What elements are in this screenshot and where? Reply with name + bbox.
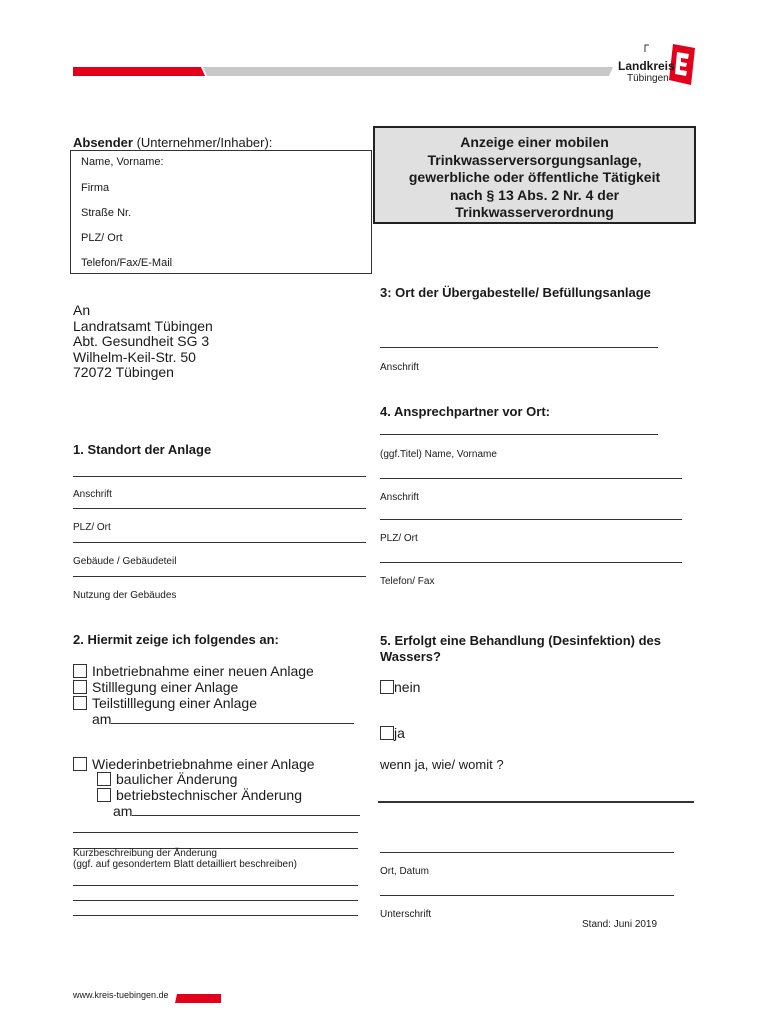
section1-address-line[interactable] — [73, 476, 366, 477]
option-no-treatment[interactable] — [380, 679, 420, 695]
title-line-3: gewerbliche oder öffentliche Tätigkeit — [408, 169, 661, 185]
checkbox-new-installation[interactable] — [73, 664, 87, 678]
sender-field-contact: Telefon/Fax/E-Mail — [81, 257, 173, 269]
title-line-5: Trinkwasserverordnung — [455, 204, 614, 220]
section1-building-label: Gebäude / Gebäudeteil — [73, 556, 177, 567]
section3-heading: 3: Ort der Übergabestelle/ Befüllungsanlage — [380, 285, 651, 300]
section5-heading-line-1: 5. Erfolgt eine Behandlung (Desinfektion) des — [380, 633, 661, 648]
sender-title — [73, 135, 272, 150]
decommission-date-field[interactable] — [111, 711, 354, 724]
recommission-date-label: am — [113, 803, 133, 819]
option-recommission[interactable] — [73, 756, 315, 772]
option-decommission[interactable] — [73, 679, 238, 695]
option-partial-decommission[interactable] — [73, 695, 257, 711]
title-line-2: Trinkwasserversorgungsanlage, — [427, 151, 642, 168]
section4-address-line[interactable] — [380, 478, 682, 479]
section4-name-label: (ggf.Titel) Name, Vorname — [380, 449, 497, 460]
title-line-4: nach § 13 Abs. 2 Nr. 4 der — [449, 186, 620, 203]
section1-city-label: PLZ/ Ort — [73, 522, 111, 533]
option-structural-change[interactable] — [97, 771, 237, 787]
recommission-date-row — [113, 803, 360, 819]
recipient-line-2: Landratsamt Tübingen — [73, 317, 213, 334]
place-date-label: Ort, Datum — [380, 866, 429, 877]
option-new-installation-label: Inbetriebnahme einer neuen Anlage — [92, 663, 314, 679]
option-recommission-label: Wiederinbetriebnahme einer Anlage — [92, 756, 315, 772]
checkbox-yes-treatment[interactable] — [380, 726, 394, 740]
section4-address-label: Anschrift — [380, 492, 419, 503]
section2-heading: 2. Hiermit zeige ich folgendes an: — [73, 632, 279, 647]
recommission-date-field[interactable] — [132, 803, 360, 816]
section1-address-label: Anschrift — [73, 489, 112, 500]
section3-address-line[interactable] — [380, 347, 658, 348]
checkbox-operational-change[interactable] — [97, 788, 111, 802]
logo-text-line1: Landkreis — [618, 59, 675, 73]
section4-city-line[interactable] — [380, 519, 682, 520]
description-line-5[interactable] — [73, 915, 358, 916]
section1-building-line[interactable] — [73, 542, 366, 543]
header-bar — [73, 63, 613, 72]
version-note: Stand: Juni 2019 — [582, 919, 658, 930]
checkbox-structural-change[interactable] — [97, 772, 111, 786]
section1-usage-line[interactable] — [73, 576, 366, 577]
sender-field-company: Firma — [81, 182, 110, 194]
section1-heading: 1. Standort der Anlage — [73, 442, 212, 457]
short-description-label-2: (ggf. auf gesondertem Blatt detailliert beschreiben) — [73, 858, 298, 870]
title-box-text — [375, 134, 694, 222]
sender-title-rest: (Unternehmer/Inhaber): — [132, 135, 273, 150]
recipient-line-1: An — [73, 302, 91, 318]
option-operational-change-label: betriebstechnischer Änderung — [116, 787, 303, 803]
treatment-method-line[interactable] — [378, 801, 694, 803]
description-line-3[interactable] — [73, 885, 358, 886]
place-date-line[interactable] — [380, 852, 674, 853]
recipient-line-3: Abt. Gesundheit SG 3 — [73, 333, 210, 349]
section4-phone-label: Telefon/ Fax — [380, 576, 435, 587]
option-operational-change[interactable] — [97, 787, 302, 803]
title-line-1: Anzeige einer mobilen — [460, 134, 609, 150]
checkbox-no-treatment[interactable] — [380, 680, 394, 694]
option-partial-decommission-label: Teilstilllegung einer Anlage — [92, 695, 257, 711]
section4-city-label: PLZ/ Ort — [380, 533, 418, 544]
decommission-date-label: am — [92, 711, 112, 727]
section4-name-line[interactable] — [380, 434, 658, 435]
checkbox-partial-decommission[interactable] — [73, 696, 87, 710]
section1-city-line[interactable] — [73, 508, 366, 509]
recipient-line-5: 72072 Tübingen — [73, 364, 174, 380]
footer-bar — [175, 990, 221, 999]
recipient-line-4: Wilhelm-Keil-Str. 50 — [73, 348, 196, 365]
sender-field-name: Name, Vorname: — [81, 156, 164, 168]
short-description-label-1: Kurzbeschreibung der Änderung — [73, 848, 217, 859]
option-yes-treatment[interactable] — [380, 725, 405, 741]
section1-usage-label: Nutzung der Gebäudes — [73, 590, 177, 601]
header-stripe — [73, 67, 613, 76]
section3-address-label: Anschrift — [380, 362, 419, 373]
checkbox-decommission[interactable] — [73, 680, 87, 694]
short-description-label — [73, 849, 297, 870]
sender-field-city: PLZ/ Ort — [81, 232, 123, 244]
sender-title-bold: Absender — [73, 135, 133, 150]
description-line-1[interactable] — [73, 832, 358, 833]
logo-text-line2: Tübingen — [627, 73, 669, 84]
option-no-treatment-label: nein — [394, 679, 421, 695]
decommission-date-row — [92, 711, 354, 727]
recipient-address — [73, 303, 213, 381]
section4-heading: 4. Ansprechpartner vor Ort: — [380, 404, 551, 419]
sender-field-street: Straße Nr. — [81, 207, 132, 219]
logo — [615, 40, 705, 90]
footer-stripe — [175, 994, 221, 1003]
description-line-4[interactable] — [73, 900, 358, 901]
signature-line[interactable] — [380, 895, 674, 896]
signature-label: Unterschrift — [380, 909, 432, 920]
option-structural-change-label: baulicher Änderung — [116, 771, 238, 787]
footer-url: www.kreis-tuebingen.de — [73, 990, 169, 1000]
checkbox-recommission[interactable] — [73, 757, 87, 771]
option-new-installation[interactable] — [73, 663, 314, 679]
option-decommission-label: Stilllegung einer Anlage — [92, 679, 239, 695]
section5-heading-line-2: Wassers? — [380, 649, 441, 664]
treatment-method-label: wenn ja, wie/ womit ? — [380, 757, 504, 772]
section5-heading — [380, 633, 661, 665]
section4-phone-line[interactable] — [380, 562, 682, 563]
option-yes-treatment-label: ja — [394, 725, 405, 741]
